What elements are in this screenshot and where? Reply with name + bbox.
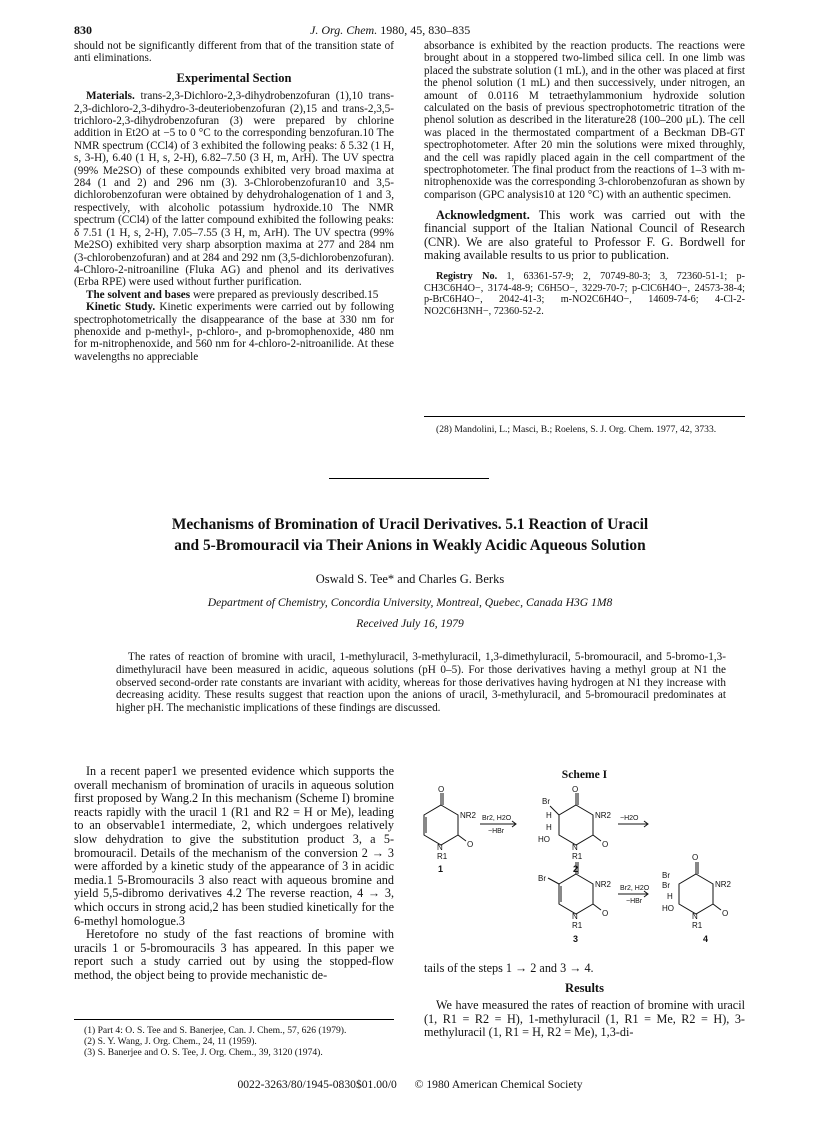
article-left-column <box>74 765 394 983</box>
svg-text:R1: R1 <box>437 852 448 861</box>
compound-label-4: 4 <box>703 934 709 944</box>
footnote-2: (2) S. Y. Wang, J. Org. Chem., 24, 11 (1959). <box>84 1036 257 1047</box>
solvent-text: were prepared as previously described.15 <box>192 288 379 301</box>
scheme-minus-h2o: −H2O <box>620 815 639 822</box>
footnote-1: (1) Part 4: O. S. Tee and S. Banerjee, Can. J. Chem., 57, 626 (1979). <box>84 1025 347 1036</box>
svg-text:O: O <box>602 909 609 918</box>
svg-text:H: H <box>546 811 552 820</box>
svg-text:Br: Br <box>538 874 546 883</box>
svg-text:HO: HO <box>538 835 550 844</box>
svg-text:HO: HO <box>662 904 674 913</box>
svg-text:NR2: NR2 <box>595 811 612 820</box>
svg-text:O: O <box>722 909 729 918</box>
registry-paragraph <box>424 271 745 317</box>
scheme-i-diagram <box>420 786 750 946</box>
footnote-rule-left <box>74 1019 394 1020</box>
intro-paragraph-1: In a recent paper1 we presented evidence which supports the overall mechanism of bromination of uracils in aqueous solution first proposed by Wang.2 In this mechanism (Scheme I) bromine reacts rapidly with the uracil 1 (R1 and R2 = H or Me), leading to an observable1 intermediate, 2, which undergoes relatively slow dehydration to give the substitution product 3, a 5-bromouracil. Details of the mechanism of the conversion 2 → 3 were afforded by a kinetic study of the appearance of 3 in acidic media.1 5-Bromouracils 3 also react with aqueous bromine and yield 5,5-dibromo derivatives 4.2 The reverse reaction, 4 → 3, which occurs in strong acid,2 has been studied kinetically for the 6-methyl homologue.3 <box>74 764 394 928</box>
svg-text:Br: Br <box>542 797 550 806</box>
copyright: © 1980 American Chemical Society <box>414 1078 583 1091</box>
issn-code: 0022-3263/80/1945-0830$01.00/0 <box>237 1078 397 1091</box>
kinetic-runin: Kinetic Study. <box>86 301 156 314</box>
running-header <box>310 23 470 38</box>
scheme-title: Scheme I <box>561 768 608 781</box>
received-date: Received July 16, 1979 <box>356 617 464 630</box>
compound-label-2: 2 <box>573 864 579 874</box>
materials-paragraph <box>74 90 394 289</box>
page-number: 830 <box>74 23 92 37</box>
article-separator <box>329 478 489 479</box>
affiliation: Department of Chemistry, Concordia University, Montreal, Quebec, Canada H3G 1M8 <box>207 596 613 609</box>
scheme-minus-hbr-2: −HBr <box>626 898 643 905</box>
svg-text:O: O <box>572 786 579 794</box>
prev-left-column <box>74 40 394 363</box>
svg-text:NR2: NR2 <box>460 811 477 820</box>
procedure-paragraph: absorbance is exhibited by the reaction products. The reactions were brought about in a stoppered two-limbed silica cell. In one limb was placed the substrate solution (1 mL), and in the other was placed at first the phenol solution (1 mL) and then successively, under nitrogen, an amount of 0.0116 M tetraethylammonium hydroxide solution calculated on the basis of previous spectrophotometric titration of the phenol solution as described in the literature28 (100–200 μL). The cell was placed in the thermostated compartment of a Beckman DB-GT spectrophotometer. After 20 min the solutions were mixed throughly, and the cell was rapidly placed again in the cell compartment of the spectrophotometer. The final product from the reactions of 1–3 with m-nitrophenoxide was the corresponding 3-chlorobenzofuran as shown by comparison (GPC analysis10 at 120 °C) with an authentic specimen. <box>424 40 745 201</box>
svg-text:NR2: NR2 <box>595 880 612 889</box>
svg-text:N: N <box>437 843 443 852</box>
materials-text: trans-2,3-Dichloro-2,3-dihydrobenzofuran (1),10 trans-2,3-dichloro-2,3-dihydro-3-deuteriobenzofuran (2),15 and trans-2,3,5-trichloro-2,3-dihydrobenzofuran (3) were prepared by chlorine addition in Et2O at −5 to 0 °C to the corresponding benzofuran.10 The NMR spectrum (CCl4) of 3 exhibited the following peaks: δ 5.32 (1 H, s, 3-H), 6.40 (1 H, s, 2-H), 6.82–7.50 (3 H, m, ArH). The UV spectra (99% Me2SO) of these compounds exhibited very broad maxima at 284 (1 and 2) and 296 nm (3). 3-Chlorobenzofuran10 and 3,5-dichlorobenzofuran were obtained by dehydrohalogenation of 1 and 3, respectively, with alcoholic potassium hydroxide.10 The NMR spectrum (CCl4) of the latter compound exhibited the following peaks: δ 7.51 (1 H, s, 2-H), 7.05–7.55 (3 H, m, ArH). The UV spectra (99% Me2SO) exhibited very sharp absorption maxima at 277 and 284 nm (3-chlorobenzofuran) and at 284 and 292 nm (3,5-dichlorobenzofuran). 4-Chloro-2-nitroaniline (Fluka AG) and phenol and its derivatives (Erba RPE) were used without further purification. <box>74 90 394 289</box>
footer <box>74 1078 746 1091</box>
kinetic-text: Kinetic experiments were carried out by following spectrophotometrically the disappearance of the base at 330 nm for phenoxide and p-methyl-, p-chloro-, and p-bromophenoxide, 480 nm for m-nitrophenoxide, and 560 nm for 4-chloro-2-nitroanilide. At these wavelengths no appreciable <box>74 301 394 363</box>
footnote-28: (28) Mandolini, L.; Masci, B.; Roelens, S. J. Org. Chem. 1977, 42, 3733. <box>436 424 717 435</box>
prev-opening-paragraph: should not be significantly different from that of the transition state of anti eliminations. <box>74 40 394 65</box>
intro-paragraph-2: Heretofore no study of the fast reactions of bromine with uracils 1 or 5-bromouracils 3 has appeared. In this paper we report such a study carried out by using the stopped-flow method, the object being to provide mechanistic de- <box>74 927 394 982</box>
svg-text:R1: R1 <box>692 921 703 930</box>
svg-text:R1: R1 <box>572 852 583 861</box>
svg-text:O: O <box>438 786 445 794</box>
compound-label-1: 1 <box>438 864 444 874</box>
scheme-reagent-1: Br2, H2O <box>482 815 512 822</box>
scheme-continuation-text: tails of the steps 1 → 2 and 3 → 4. <box>424 961 594 975</box>
registry-runin: Registry No. <box>436 271 498 283</box>
svg-text:N: N <box>692 912 698 921</box>
article-title-line2: and 5-Bromouracil via Their Anions in Weakly Acidic Aqueous Solution <box>174 537 646 554</box>
materials-runin: Materials. <box>86 90 135 103</box>
svg-text:Br: Br <box>662 871 670 880</box>
abstract: The rates of reaction of bromine with uracil, 1-methyluracil, 3-methyluracil, 1,3-dimethyluracil, 5-bromouracil, and 5-bromo-1,3-dimethyluracil have been measured in acidic, aqueous solutions (pH 0–5). For those derivatives having a methyl group at N1 the observed second-order rate constants are invariant with acidity, whereas for those derivatives having hydrogen at N1 they increase with decreasing acidity. These results suggest that reaction upon the anions of uracil, 3-methyluracil, and 5-bromouracil predominates at higher pH. The mechanistic implications of these findings are discussed. <box>116 651 726 715</box>
article-title-line1: Mechanisms of Bromination of Uracil Derivatives. 5.1 Reaction of Uracil <box>171 516 649 533</box>
experimental-section-title: Experimental Section <box>176 70 292 85</box>
svg-text:H: H <box>667 892 673 901</box>
article-title <box>74 514 746 556</box>
registry-text: 1, 63361-57-9; 2, 70749-80-3; 3, 72360-51-1; p-CH3C6H4O−, 3174-48-9; C6H5O−, 3229-70-7; p-ClC6H4O−, 24573-38-4; p-BrC6H4O−, 2042-41-3; m-NO2C6H4O−, 14609-74-6; 4-Cl-2-NO2C6H3NH−, 72360-52-2. <box>424 271 746 317</box>
svg-text:O: O <box>692 853 699 862</box>
svg-text:H: H <box>546 823 552 832</box>
svg-text:R1: R1 <box>572 921 583 930</box>
kinetic-paragraph <box>74 301 394 363</box>
results-paragraph: We have measured the rates of reaction of bromine with uracil (1, R1 = R2 = H), 1-methyluracil (1, R1 = Me, R2 = H), 3-methyluracil (1, R1 = H, R2 = Me), 1,3-di- <box>424 998 745 1040</box>
acknowledgment-text: This work was carried out with the financial support of the Italian National Council of Research (CNR). We are also grateful to Professor F. G. Bordwell for making available results to us prior to publication. <box>424 208 746 262</box>
prev-right-column <box>424 40 745 317</box>
acknowledgment-runin: Acknowledgment. <box>436 208 530 223</box>
results-title: Results <box>565 980 604 995</box>
svg-text:NR2: NR2 <box>715 880 732 889</box>
acknowledgment-paragraph <box>424 209 745 262</box>
footnotes <box>84 1025 394 1058</box>
footnote-3: (3) S. Banerjee and O. S. Tee, J. Org. Chem., 39, 3120 (1974). <box>84 1047 323 1058</box>
footnote-rule-right <box>424 416 745 417</box>
solvent-paragraph <box>74 289 394 301</box>
scheme-minus-hbr-1: −HBr <box>488 828 505 835</box>
svg-text:N: N <box>572 843 578 852</box>
svg-text:O: O <box>602 840 609 849</box>
journal-citation: 1980, 45, 830–835 <box>380 23 471 37</box>
svg-text:Br: Br <box>662 881 670 890</box>
journal-name: J. Org. Chem. <box>310 23 378 37</box>
compound-label-3: 3 <box>573 934 579 944</box>
authors: Oswald S. Tee* and Charles G. Berks <box>315 572 505 586</box>
scheme-reagent-2: Br2, H2O <box>620 885 650 892</box>
svg-text:O: O <box>467 840 474 849</box>
solvent-runin: The solvent and bases <box>86 288 191 301</box>
article-right-column <box>424 962 745 1040</box>
svg-text:N: N <box>572 912 578 921</box>
